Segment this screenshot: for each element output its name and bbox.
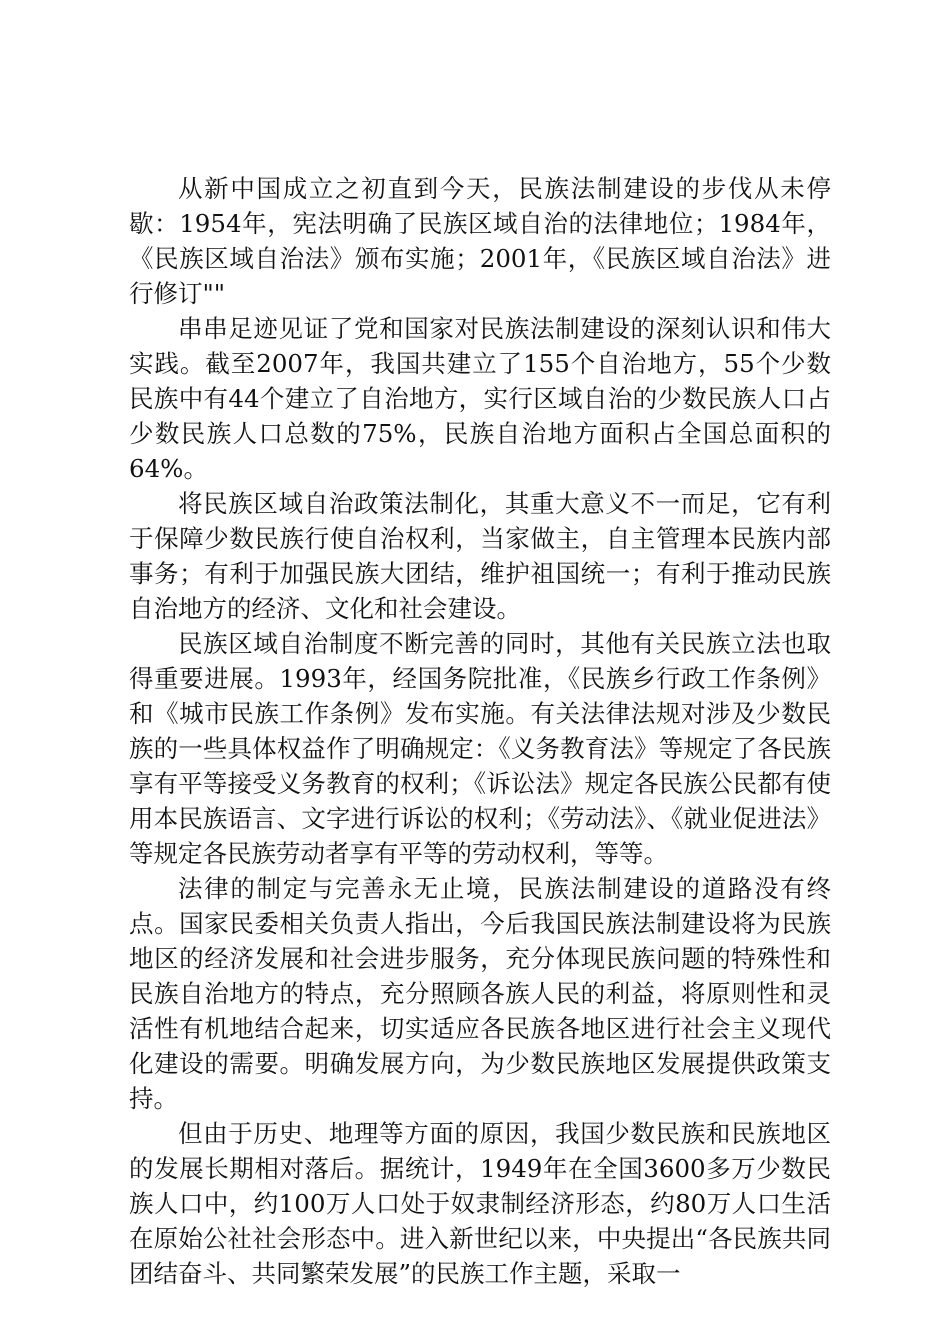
paragraph-3: 将民族区域自治政策法制化，其重大意义不一而足，它有利于保障少数民族行使自治权利，当家做主，自主管理本民族内部事务；有利于加强民族大团结，维护祖国统一；有利于推动民族自治地方的经济、文化和社会建设。 bbox=[129, 489, 831, 623]
document-body bbox=[129, 171, 831, 1291]
paragraph-2: 串串足迹见证了党和国家对民族法制建设的深刻认识和伟大实践。截至2007年，我国共建立了155个自治地方，55个少数民族中有44个建立了自治地方，实行区域自治的少数民族人口占少数民族人口总数的75%，民族自治地方面积占全国总面积的64%。 bbox=[129, 314, 831, 483]
paragraph-5: 法律的制定与完善永无止境，民族法制建设的道路没有终点。国家民委相关负责人指出，今后我国民族法制建设将为民族地区的经济发展和社会进步服务，充分体现民族问题的特殊性和民族自治地方的特点，充分照顾各族人民的利益，将原则性和灵活性有机地结合起来，切实适应各民族各地区进行社会主义现代化建设的需要。明确发展方向，为少数民族地区发展提供政策支持。 bbox=[129, 874, 831, 1113]
paragraph-6: 但由于历史、地理等方面的原因，我国少数民族和民族地区的发展长期相对落后。据统计，1949年在全国3600多万少数民族人口中，约100万人口处于奴隶制经济形态，约80万人口生活在原始公社社会形态中。进入新世纪以来，中央提出“各民族共同团结奋斗、共同繁荣发展”的民族工作主题，采取一 bbox=[129, 1119, 831, 1288]
paragraph-1: 从新中国成立之初直到今天，民族法制建设的步伐从未停歇：1954年，宪法明确了民族区域自治的法律地位；1984年，《民族区域自治法》颁布实施；2001年，《民族区域自治法》进行修订"" bbox=[129, 174, 831, 308]
paragraph-4: 民族区域自治制度不断完善的同时，其他有关民族立法也取得重要进展。1993年，经国务院批准，《民族乡行政工作条例》和《城市民族工作条例》发布实施。有关法律法规对涉及少数民族的一些具体权益作了明确规定：《义务教育法》等规定了各民族享有平等接受义务教育的权利；《诉讼法》规定各民族公民都有使用本民族语言、文字进行诉讼的权利；《劳动法》、《就业促进法》等规定各民族劳动者享有平等的劳动权利，等等。 bbox=[129, 629, 831, 868]
